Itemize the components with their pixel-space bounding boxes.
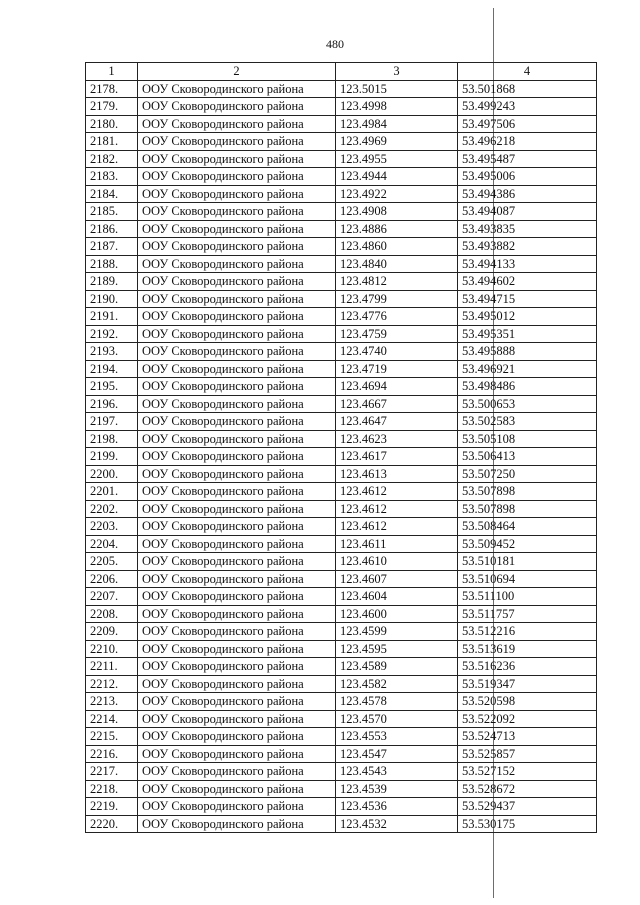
longitude-value: 123.4610 xyxy=(336,553,458,571)
latitude-value: 53.505108 xyxy=(458,430,597,448)
organization-name: ООУ Сковородинского района xyxy=(138,640,336,658)
latitude-value: 53.494133 xyxy=(458,255,597,273)
row-number: 2199. xyxy=(86,448,138,466)
longitude-value: 123.4617 xyxy=(336,448,458,466)
organization-name: ООУ Сковородинского района xyxy=(138,518,336,536)
longitude-value: 123.4908 xyxy=(336,203,458,221)
latitude-value: 53.499243 xyxy=(458,98,597,116)
longitude-value: 123.4740 xyxy=(336,343,458,361)
row-number: 2181. xyxy=(86,133,138,151)
organization-name: ООУ Сковородинского района xyxy=(138,98,336,116)
latitude-value: 53.495487 xyxy=(458,150,597,168)
latitude-value: 53.494602 xyxy=(458,273,597,291)
organization-name: ООУ Сковородинского района xyxy=(138,815,336,833)
row-number: 2212. xyxy=(86,675,138,693)
latitude-value: 53.520598 xyxy=(458,693,597,711)
table-row xyxy=(86,658,597,676)
table-row xyxy=(86,413,597,431)
latitude-value: 53.495888 xyxy=(458,343,597,361)
row-number: 2205. xyxy=(86,553,138,571)
column-header-1: 1 xyxy=(86,63,138,81)
latitude-value: 53.496218 xyxy=(458,133,597,151)
row-number: 2198. xyxy=(86,430,138,448)
latitude-value: 53.495012 xyxy=(458,308,597,326)
latitude-value: 53.519347 xyxy=(458,675,597,693)
row-number: 2191. xyxy=(86,308,138,326)
longitude-value: 123.4532 xyxy=(336,815,458,833)
latitude-value: 53.494386 xyxy=(458,185,597,203)
table-row xyxy=(86,220,597,238)
longitude-value: 123.4599 xyxy=(336,623,458,641)
organization-name: ООУ Сковородинского района xyxy=(138,483,336,501)
latitude-value: 53.507898 xyxy=(458,483,597,501)
organization-name: ООУ Сковородинского района xyxy=(138,413,336,431)
organization-name: ООУ Сковородинского района xyxy=(138,623,336,641)
organization-name: ООУ Сковородинского района xyxy=(138,255,336,273)
latitude-value: 53.493835 xyxy=(458,220,597,238)
row-number: 2204. xyxy=(86,535,138,553)
organization-name: ООУ Сковородинского района xyxy=(138,238,336,256)
latitude-value: 53.495006 xyxy=(458,168,597,186)
organization-name: ООУ Сковородинского района xyxy=(138,168,336,186)
table-row xyxy=(86,570,597,588)
table-row xyxy=(86,255,597,273)
organization-name: ООУ Сковородинского района xyxy=(138,150,336,168)
column-header-3: 3 xyxy=(336,63,458,81)
row-number: 2184. xyxy=(86,185,138,203)
latitude-value: 53.494715 xyxy=(458,290,597,308)
longitude-value: 123.4647 xyxy=(336,413,458,431)
organization-name: ООУ Сковородинского района xyxy=(138,728,336,746)
organization-name: ООУ Сковородинского района xyxy=(138,343,336,361)
organization-name: ООУ Сковородинского района xyxy=(138,290,336,308)
latitude-value: 53.511757 xyxy=(458,605,597,623)
column-header-2: 2 xyxy=(138,63,336,81)
row-number: 2187. xyxy=(86,238,138,256)
table-row xyxy=(86,185,597,203)
organization-name: ООУ Сковородинского района xyxy=(138,80,336,98)
latitude-value: 53.494087 xyxy=(458,203,597,221)
longitude-value: 123.4860 xyxy=(336,238,458,256)
row-number: 2186. xyxy=(86,220,138,238)
row-number: 2197. xyxy=(86,413,138,431)
longitude-value: 123.4969 xyxy=(336,133,458,151)
longitude-value: 123.4607 xyxy=(336,570,458,588)
row-number: 2218. xyxy=(86,780,138,798)
table-row xyxy=(86,115,597,133)
longitude-value: 123.4539 xyxy=(336,780,458,798)
longitude-value: 123.4582 xyxy=(336,675,458,693)
row-number: 2217. xyxy=(86,763,138,781)
table-row xyxy=(86,168,597,186)
longitude-value: 123.4955 xyxy=(336,150,458,168)
table-row xyxy=(86,780,597,798)
row-number: 2193. xyxy=(86,343,138,361)
longitude-value: 123.4570 xyxy=(336,710,458,728)
row-number: 2190. xyxy=(86,290,138,308)
longitude-value: 123.5015 xyxy=(336,80,458,98)
organization-name: ООУ Сковородинского района xyxy=(138,605,336,623)
longitude-value: 123.4612 xyxy=(336,483,458,501)
row-number: 2210. xyxy=(86,640,138,658)
longitude-value: 123.4694 xyxy=(336,378,458,396)
table-body xyxy=(86,80,597,833)
longitude-value: 123.4840 xyxy=(336,255,458,273)
latitude-value: 53.516236 xyxy=(458,658,597,676)
latitude-value: 53.512216 xyxy=(458,623,597,641)
latitude-value: 53.529437 xyxy=(458,798,597,816)
row-number: 2208. xyxy=(86,605,138,623)
row-number: 2203. xyxy=(86,518,138,536)
row-number: 2207. xyxy=(86,588,138,606)
table-row xyxy=(86,203,597,221)
table-row xyxy=(86,553,597,571)
longitude-value: 123.4719 xyxy=(336,360,458,378)
organization-name: ООУ Сковородинского района xyxy=(138,658,336,676)
organization-name: ООУ Сковородинского района xyxy=(138,185,336,203)
table-row xyxy=(86,133,597,151)
latitude-value: 53.507898 xyxy=(458,500,597,518)
table-row xyxy=(86,500,597,518)
latitude-value: 53.501868 xyxy=(458,80,597,98)
longitude-value: 123.4536 xyxy=(336,798,458,816)
table-row xyxy=(86,798,597,816)
latitude-value: 53.498486 xyxy=(458,378,597,396)
longitude-value: 123.4623 xyxy=(336,430,458,448)
latitude-value: 53.513619 xyxy=(458,640,597,658)
organization-name: ООУ Сковородинского района xyxy=(138,500,336,518)
page-number: 480 xyxy=(326,37,344,51)
organization-name: ООУ Сковородинского района xyxy=(138,798,336,816)
row-number: 2201. xyxy=(86,483,138,501)
organization-name: ООУ Сковородинского района xyxy=(138,588,336,606)
table-row xyxy=(86,343,597,361)
row-number: 2206. xyxy=(86,570,138,588)
longitude-value: 123.4547 xyxy=(336,745,458,763)
table-row xyxy=(86,290,597,308)
organization-name: ООУ Сковородинского района xyxy=(138,570,336,588)
latitude-value: 53.530175 xyxy=(458,815,597,833)
table-row xyxy=(86,728,597,746)
row-number: 2185. xyxy=(86,203,138,221)
latitude-value: 53.509452 xyxy=(458,535,597,553)
coordinates-table xyxy=(85,62,597,833)
organization-name: ООУ Сковородинского района xyxy=(138,115,336,133)
organization-name: ООУ Сковородинского района xyxy=(138,308,336,326)
row-number: 2211. xyxy=(86,658,138,676)
organization-name: ООУ Сковородинского района xyxy=(138,133,336,151)
longitude-value: 123.4776 xyxy=(336,308,458,326)
table-row xyxy=(86,308,597,326)
longitude-value: 123.4612 xyxy=(336,518,458,536)
table-row xyxy=(86,80,597,98)
longitude-value: 123.4612 xyxy=(336,500,458,518)
table-row xyxy=(86,763,597,781)
organization-name: ООУ Сковородинского района xyxy=(138,430,336,448)
latitude-value: 53.502583 xyxy=(458,413,597,431)
table-row xyxy=(86,815,597,833)
organization-name: ООУ Сковородинского района xyxy=(138,325,336,343)
organization-name: ООУ Сковородинского района xyxy=(138,203,336,221)
latitude-value: 53.495351 xyxy=(458,325,597,343)
longitude-value: 123.4595 xyxy=(336,640,458,658)
table-row xyxy=(86,360,597,378)
table-row xyxy=(86,605,597,623)
table-row xyxy=(86,745,597,763)
row-number: 2202. xyxy=(86,500,138,518)
organization-name: ООУ Сковородинского района xyxy=(138,675,336,693)
table-row xyxy=(86,518,597,536)
organization-name: ООУ Сковородинского района xyxy=(138,710,336,728)
longitude-value: 123.4886 xyxy=(336,220,458,238)
latitude-value: 53.524713 xyxy=(458,728,597,746)
longitude-value: 123.4922 xyxy=(336,185,458,203)
row-number: 2178. xyxy=(86,80,138,98)
latitude-value: 53.511100 xyxy=(458,588,597,606)
latitude-value: 53.500653 xyxy=(458,395,597,413)
table-row xyxy=(86,640,597,658)
row-number: 2189. xyxy=(86,273,138,291)
table-row xyxy=(86,535,597,553)
latitude-value: 53.525857 xyxy=(458,745,597,763)
table-row xyxy=(86,98,597,116)
table-header-row xyxy=(86,63,597,81)
longitude-value: 123.4984 xyxy=(336,115,458,133)
row-number: 2194. xyxy=(86,360,138,378)
row-number: 2219. xyxy=(86,798,138,816)
table-row xyxy=(86,378,597,396)
row-number: 2215. xyxy=(86,728,138,746)
latitude-value: 53.527152 xyxy=(458,763,597,781)
longitude-value: 123.4553 xyxy=(336,728,458,746)
organization-name: ООУ Сковородинского района xyxy=(138,780,336,798)
longitude-value: 123.4759 xyxy=(336,325,458,343)
organization-name: ООУ Сковородинского района xyxy=(138,273,336,291)
longitude-value: 123.4799 xyxy=(336,290,458,308)
table-row xyxy=(86,623,597,641)
table-row xyxy=(86,448,597,466)
row-number: 2200. xyxy=(86,465,138,483)
latitude-value: 53.522092 xyxy=(458,710,597,728)
row-number: 2216. xyxy=(86,745,138,763)
longitude-value: 123.4613 xyxy=(336,465,458,483)
column-header-4: 4 xyxy=(458,63,597,81)
longitude-value: 123.4543 xyxy=(336,763,458,781)
latitude-value: 53.510181 xyxy=(458,553,597,571)
row-number: 2214. xyxy=(86,710,138,728)
table-row xyxy=(86,325,597,343)
organization-name: ООУ Сковородинского района xyxy=(138,465,336,483)
longitude-value: 123.4611 xyxy=(336,535,458,553)
organization-name: ООУ Сковородинского района xyxy=(138,535,336,553)
organization-name: ООУ Сковородинского района xyxy=(138,378,336,396)
organization-name: ООУ Сковородинского района xyxy=(138,745,336,763)
table-row xyxy=(86,483,597,501)
row-number: 2180. xyxy=(86,115,138,133)
row-number: 2196. xyxy=(86,395,138,413)
longitude-value: 123.4944 xyxy=(336,168,458,186)
table-row xyxy=(86,588,597,606)
organization-name: ООУ Сковородинского района xyxy=(138,360,336,378)
latitude-value: 53.493882 xyxy=(458,238,597,256)
table-row xyxy=(86,273,597,291)
row-number: 2209. xyxy=(86,623,138,641)
row-number: 2182. xyxy=(86,150,138,168)
longitude-value: 123.4812 xyxy=(336,273,458,291)
table-row xyxy=(86,395,597,413)
organization-name: ООУ Сковородинского района xyxy=(138,220,336,238)
longitude-value: 123.4667 xyxy=(336,395,458,413)
table-row xyxy=(86,710,597,728)
row-number: 2192. xyxy=(86,325,138,343)
longitude-value: 123.4600 xyxy=(336,605,458,623)
longitude-value: 123.4604 xyxy=(336,588,458,606)
latitude-value: 53.506413 xyxy=(458,448,597,466)
latitude-value: 53.508464 xyxy=(458,518,597,536)
latitude-value: 53.496921 xyxy=(458,360,597,378)
row-number: 2188. xyxy=(86,255,138,273)
organization-name: ООУ Сковородинского района xyxy=(138,693,336,711)
organization-name: ООУ Сковородинского района xyxy=(138,763,336,781)
row-number: 2213. xyxy=(86,693,138,711)
longitude-value: 123.4589 xyxy=(336,658,458,676)
longitude-value: 123.4578 xyxy=(336,693,458,711)
row-number: 2179. xyxy=(86,98,138,116)
table-row xyxy=(86,675,597,693)
table-row xyxy=(86,150,597,168)
table-row xyxy=(86,693,597,711)
organization-name: ООУ Сковородинского района xyxy=(138,553,336,571)
latitude-value: 53.528672 xyxy=(458,780,597,798)
row-number: 2195. xyxy=(86,378,138,396)
row-number: 2183. xyxy=(86,168,138,186)
row-number: 2220. xyxy=(86,815,138,833)
table-row xyxy=(86,465,597,483)
latitude-value: 53.497506 xyxy=(458,115,597,133)
longitude-value: 123.4998 xyxy=(336,98,458,116)
organization-name: ООУ Сковородинского района xyxy=(138,448,336,466)
table-row xyxy=(86,430,597,448)
latitude-value: 53.507250 xyxy=(458,465,597,483)
organization-name: ООУ Сковородинского района xyxy=(138,395,336,413)
latitude-value: 53.510694 xyxy=(458,570,597,588)
table-row xyxy=(86,238,597,256)
